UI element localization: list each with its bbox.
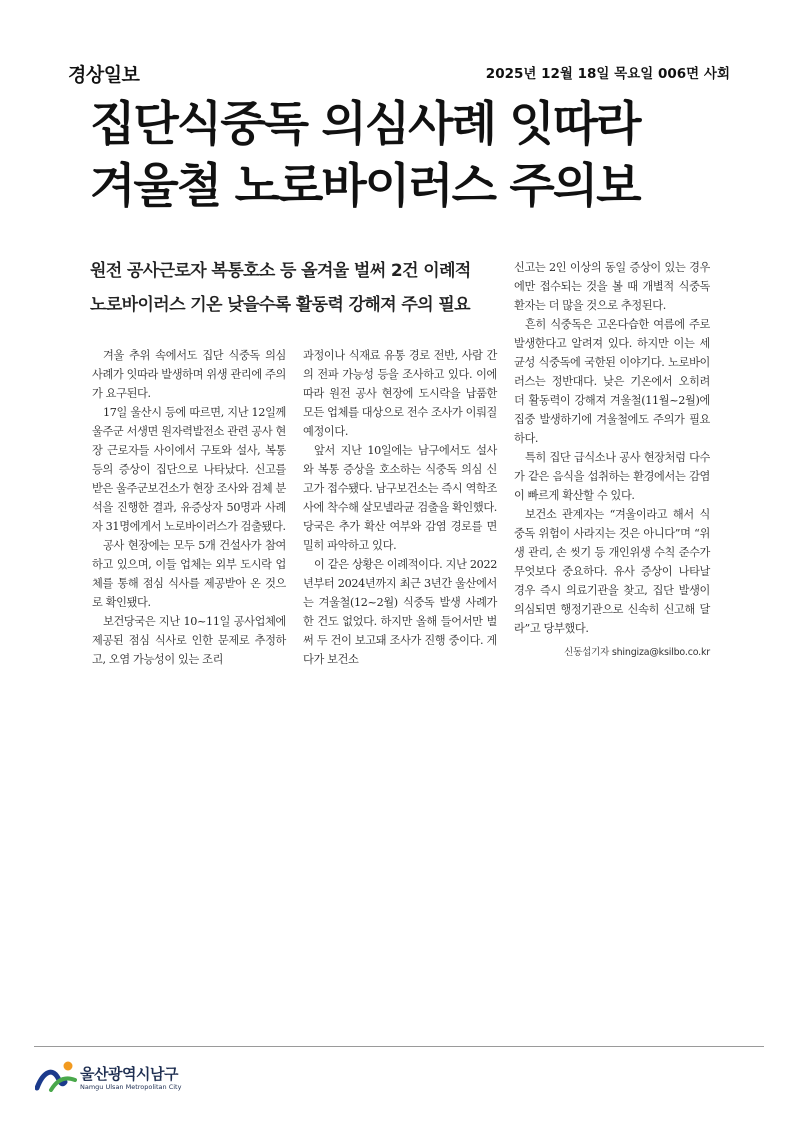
article-paragraph: 공사 현장에는 모두 5개 건설사가 참여하고 있으며, 이들 업체는 외부 도시락 업체를 통해 점심 식사를 제공받아 온 것으로 확인됐다.	[92, 539, 286, 609]
headline-line-1: 집단식중독 의심사례 잇따라	[90, 97, 640, 152]
article-column-2	[303, 346, 497, 669]
article-column-3	[514, 258, 710, 662]
namgu-logo-icon	[35, 1058, 77, 1092]
article-paragraph: 17일 울산시 등에 따르면, 지난 12일께 울주군 서생면 원자력발전소 관련 공사 현장 근로자들 사이에서 구토와 설사, 복통 등의 증상이 집단으로 나타났다. 신고를 받은 울주군보건소가 현장 조사와 검체 분석을 진행한 결과, 유증상자 50명과 사례자 31명에게서 노로바이러스가 검출됐다.	[92, 406, 286, 533]
article-paragraph: 과정이나 식재료 유통 경로 전반, 사람 간의 전파 가능성 등을 조사하고 있다. 이에 따라 원전 공사 현장에 도시락을 납품한 모든 업체를 대상으로 전수 조사가 이뤄질 예정이다.	[303, 349, 497, 438]
newspaper-masthead: 경상일보	[68, 64, 140, 86]
publication-dateline: 2025년 12월 18일 목요일 006면 사회	[485, 66, 730, 82]
article-paragraph: 흔히 식중독은 고온다습한 여름에 주로 발생한다고 알려져 있다. 하지만 이는 세균성 식중독에 국한된 이야기다. 노로바이러스는 정반대다. 낮은 기온에서 오히려 더 활동력이 강해져 겨울철(11월~2월)에 집중 발생하기에 겨울철에도 주의가 필요하다.	[514, 318, 710, 445]
organization-name-english: Namgu Ulsan Metropolitan City	[80, 1083, 182, 1091]
organization-name: 울산광역시남구	[80, 1065, 178, 1083]
article-column-1	[92, 346, 286, 669]
subheadline-line-1: 원전 공사근로자 복통호소 등 올겨울 벌써 2건 이례적	[90, 261, 471, 281]
article-paragraph: 앞서 지난 10일에는 남구에서도 설사와 복통 증상을 호소하는 식중독 의심 신고가 접수됐다. 남구보건소는 즉시 역학조사에 착수해 살모넬라균 검출을 확인했다. 당국은 추가 확산 여부와 감염 경로를 면밀히 파악하고 있다.	[303, 444, 497, 552]
subheadline-line-2: 노로바이러스 기온 낮을수록 활동력 강해져 주의 필요	[90, 295, 470, 315]
article-subheadline	[90, 254, 495, 322]
article-paragraph: 특히 집단 급식소나 공사 현장처럼 다수가 같은 음식을 섭취하는 환경에서는 감염이 빠르게 확산할 수 있다.	[514, 451, 710, 502]
reporter-byline: 신동섭기자 shingiza@ksilbo.co.kr	[564, 647, 710, 658]
article-paragraph: 이 같은 상황은 이례적이다. 지난 2022년부터 2024년까지 최근 3년간 울산에서는 겨울철(12~2월) 식중독 발생 사례가 한 건도 없었다. 하지만 올해 들어서만 벌써 두 건이 보고돼 조사가 진행 중이다. 게다가 보건소	[303, 558, 497, 666]
headline-line-2: 겨울철 노로바이러스 주의보	[90, 159, 640, 214]
article-paragraph: 보건소 관계자는 “겨울이라고 해서 식중독 위험이 사라지는 것은 아니다”며 “위생 관리, 손 씻기 등 개인위생 수칙 준수가 무엇보다 중요하다. 유사 증상이 나타날 경우 즉시 의료기관을 찾고, 집단 발생이 의심되면 행정기관으로 신속히 신고해 달라”고 당부했다.	[514, 508, 710, 635]
article-paragraph: 신고는 2인 이상의 동일 증상이 있는 경우에만 접수되는 것을 볼 때 개별적 식중독 환자는 더 많을 것으로 추정된다.	[514, 261, 710, 312]
article-paragraph: 보건당국은 지난 10~11일 공사업체에 제공된 점심 식사로 인한 문제로 추정하고, 오염 가능성이 있는 조리	[92, 615, 286, 666]
footer-divider	[34, 1046, 764, 1047]
article-headline	[90, 94, 730, 218]
article-paragraph: 겨울 추위 속에서도 집단 식중독 의심 사례가 잇따라 발생하며 위생 관리에 주의가 요구된다.	[92, 349, 286, 400]
